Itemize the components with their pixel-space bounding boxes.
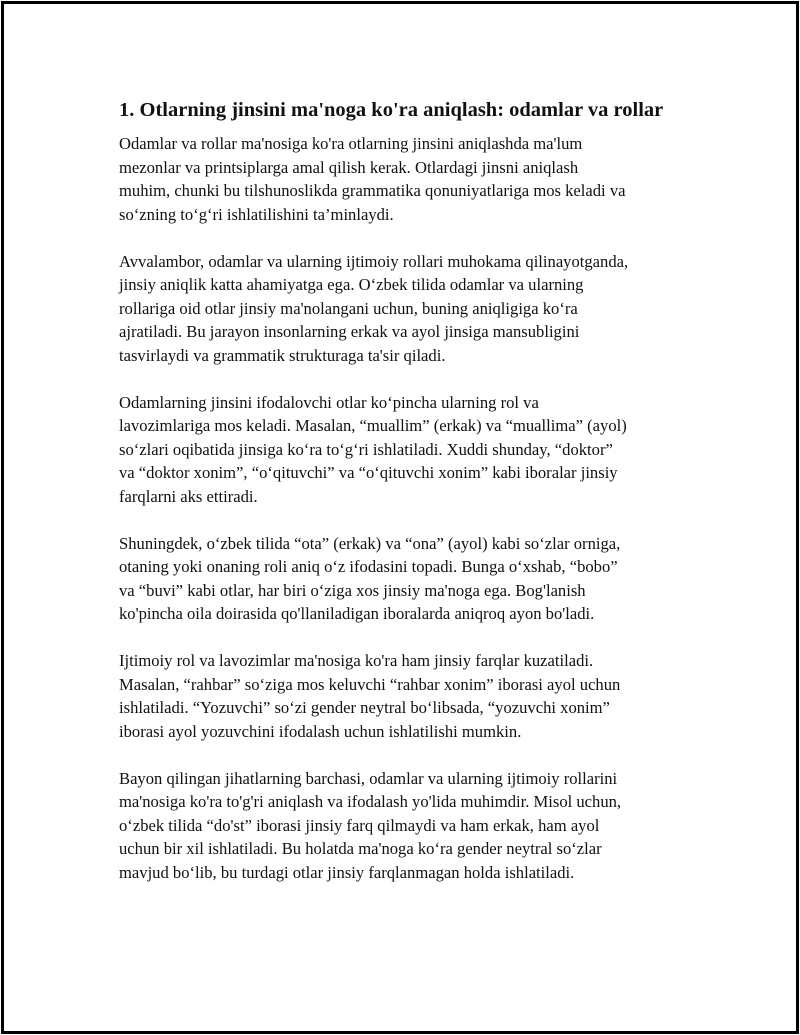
paragraph-5 [119,649,704,743]
document-body [119,96,704,908]
document-page [1,1,799,1034]
text-line: Avvalambor, odamlar va ularning ijtimoiy rollari muhokama qilinayotganda, [119,251,629,271]
text-line: ko'pincha oila doirasida qo'llaniladigan iboralarda aniqroq ayon bo'ladi. [119,604,595,623]
text-line: so‘zning to‘g‘ri ishlatilishini ta’minlaydi. [119,204,394,224]
text-line: uchun bir xil ishlatiladi. Bu holatda ma'noga ko‘ra gender neytral so‘zlar [119,839,602,858]
paragraph-2 [119,250,704,368]
text-line: Odamlar va rollar ma'nosiga ko'ra otlarning jinsini aniqlashda ma'lum [119,134,583,153]
text-line: o‘zbek tilida “do'st” iborasi jinsiy farq qilmaydi va ham erkak, ham ayol [119,815,600,835]
text-line: ishlatiladi. “Yozuvchi” so‘zi gender neytral bo‘libsada, “yozuvchi xonim” [119,698,610,717]
text-line: otaning yoki onaning roli aniq o‘z ifodasini topadi. Bunga o‘xshab, “bobo” [119,557,618,576]
text-line: va “buvi” kabi otlar, har biri o‘ziga xos jinsiy ma'noga ega. Bog'lanish [119,580,586,600]
text-line: farqlarni aks ettiradi. [119,486,258,506]
paragraph-3 [119,391,704,509]
text-line: Bayon qilingan jihatlarning barchasi, odamlar va ularning ijtimoiy rollarini [119,768,618,788]
text-line: lavozimlariga mos keladi. Masalan, “muallim” (erkak) va “muallima” (ayol) [119,416,627,435]
text-line: Odamlarning jinsini ifodalovchi otlar ko‘pincha ularning rol va [119,392,539,412]
text-line: jinsiy aniqlik katta ahamiyatga ega. O‘zbek tilida odamlar va ularning [119,275,584,294]
text-line: tasvirlaydi va grammatik strukturaga ta'sir qiladi. [119,345,446,365]
text-line: so‘zlari oqibatida jinsiga ko‘ra to‘g‘ri ishlatiladi. Xuddi shunday, “doktor” [119,439,613,459]
text-line: Ijtimoiy rol va lavozimlar ma'nosiga ko'ra ham jinsiy farqlar kuzatiladi. [119,651,594,670]
text-line: muhim, chunki bu tilshunoslikda grammatika qonuniyatlariga mos keladi va [119,181,626,200]
text-line: Masalan, “rahbar” so‘ziga mos keluvchi “rahbar xonim” iborasi ayol uchun [119,674,621,694]
text-line: mavjud bo‘lib, bu turdagi otlar jinsiy farqlanmagan holda ishlatiladi. [119,862,575,882]
paragraph-4 [119,532,704,626]
text-line: iborasi ayol yozuvchini ifodalash uchun ishlatilishi mumkin. [119,721,522,741]
paragraph-1 [119,132,704,226]
text-line: ma'nosiga ko'ra to'g'ri aniqlash va ifodalash yo'lida muhimdir. Misol uchun, [119,792,622,811]
text-line: ajratiladi. Bu jarayon insonlarning erkak va ayol jinsiga mansubligini [119,322,580,341]
text-line: rollariga oid otlar jinsiy ma'nolangani uchun, buning aniqligiga ko‘ra [119,298,578,318]
text-line: Shuningdek, o‘zbek tilida “ota” (erkak) va “ona” (ayol) kabi so‘zlar orniga, [119,533,621,553]
document-title: 1. Otlarning jinsini ma'noga ko'ra aniqlash: odamlar va rollar [119,99,664,121]
text-line: va “doktor xonim”, “o‘qituvchi” va “o‘qituvchi xonim” kabi iboralar jinsiy [119,463,618,482]
text-line: mezonlar va printsiplarga amal qilish kerak. Otlardagi jinsni aniqlash [119,157,579,177]
paragraph-6 [119,767,704,885]
